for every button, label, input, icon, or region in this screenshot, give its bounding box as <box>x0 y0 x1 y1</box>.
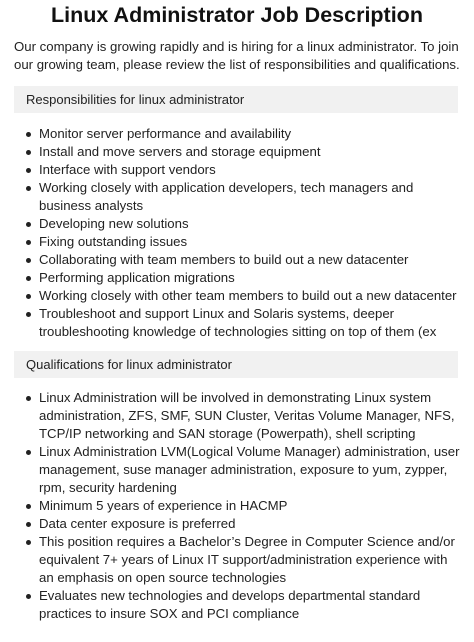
list-item: Troubleshoot and support Linux and Solaris systems, deeper troubleshooting knowledge of technologies sitting on top of them (ex <box>24 305 460 341</box>
list-item: Linux Administration will be involved in demonstrating Linux system administration, ZFS, SMF, SUN Cluster, Veritas Volume Manager, NFS, TCP/IP networking and SAN storage (Powerpath), shell scripting <box>24 389 460 443</box>
list-item: Evaluates new technologies and develops departmental standard practices to insure SOX and PCI compliance <box>24 587 460 623</box>
list-item: This position requires a Bachelor’s Degree in Computer Science and/or equivalent 7+ years of Linux IT support/administration experience with an emphasis on open source technologies <box>24 533 460 587</box>
list-item: Monitor server performance and availability <box>24 125 460 143</box>
list-item: Performing application migrations <box>24 269 460 287</box>
responsibilities-list <box>24 125 460 341</box>
list-item: Developing new solutions <box>24 215 460 233</box>
list-item: Install and move servers and storage equipment <box>24 143 460 161</box>
list-item: Minimum 5 years of experience in HACMP <box>24 497 460 515</box>
list-item: Working closely with application developers, tech managers and business analysts <box>24 179 460 215</box>
list-item: Collaborating with team members to build out a new datacenter <box>24 251 460 269</box>
qualifications-header: Qualifications for linux administrator <box>14 351 458 378</box>
qualifications-list <box>24 389 460 623</box>
intro-paragraph: Our company is growing rapidly and is hiring for a linux administrator. To join our growing team, please review the list of responsibilities and qualifications. <box>14 39 460 72</box>
list-item: Working closely with other team members to build out a new datacenter <box>24 287 460 305</box>
responsibilities-header: Responsibilities for linux administrator <box>14 86 458 113</box>
list-item: Data center exposure is preferred <box>24 515 460 533</box>
list-item: Interface with support vendors <box>24 161 460 179</box>
list-item: Fixing outstanding issues <box>24 233 460 251</box>
page-title: Linux Administrator Job Description <box>51 3 423 27</box>
list-item: Linux Administration LVM(Logical Volume Manager) administration, user management, suse manager administration, exposure to yum, zypper, rpm, security hardening <box>24 443 460 497</box>
